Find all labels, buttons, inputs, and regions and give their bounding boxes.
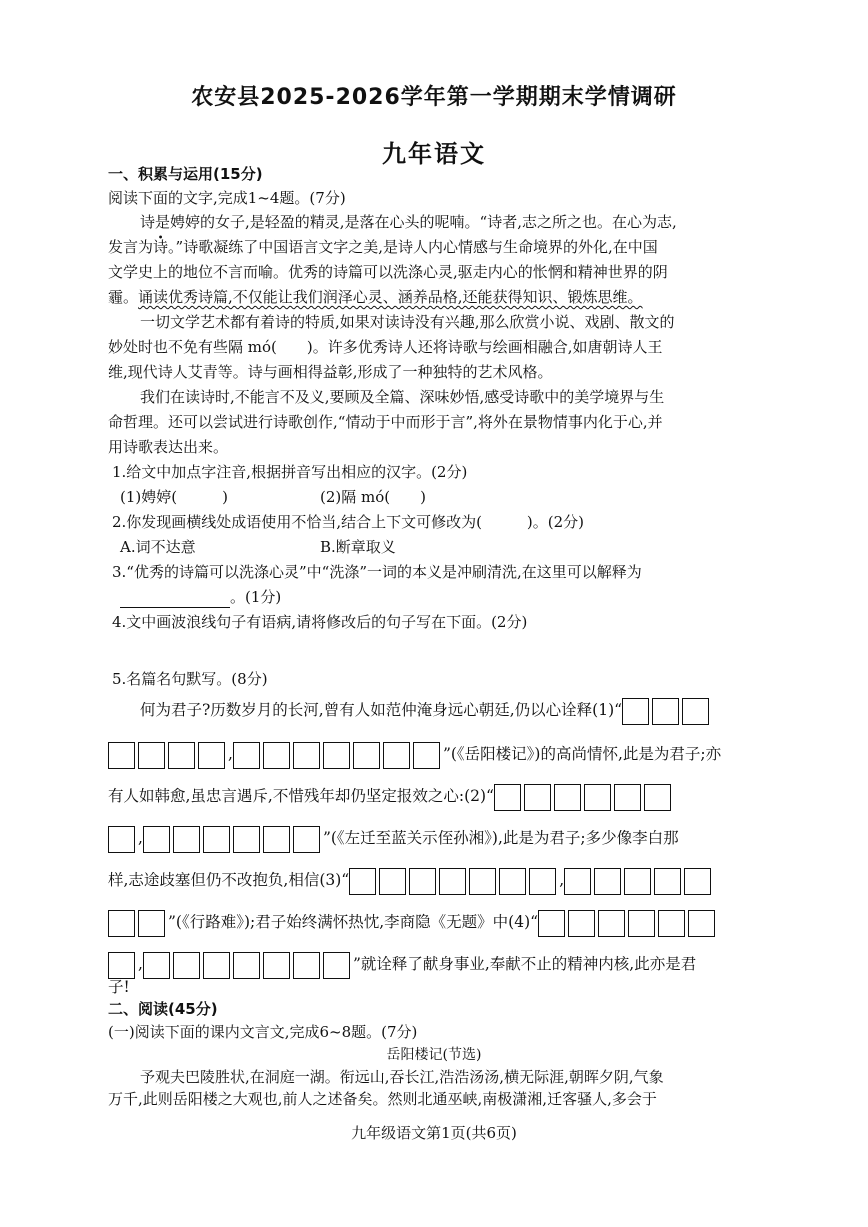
q5-line-1	[140, 690, 800, 730]
answer-box[interactable]	[584, 784, 611, 811]
answer-box[interactable]	[198, 742, 225, 769]
answer-box[interactable]	[173, 952, 200, 979]
answer-box[interactable]	[233, 952, 260, 979]
passage-line: 命哲理。还可以尝试进行诗歌创作,“情动于中而形于言”,将外在景物情事内化于心,并	[108, 413, 663, 431]
answer-box-group	[622, 701, 712, 719]
text-span: 。(1分)	[230, 588, 282, 606]
passage-line: 万千,此则岳阳楼之大观也,前人之述备矣。然则北通巫峡,南极潇湘,迁客骚人,多会于	[108, 1090, 657, 1108]
section-heading-1: 一、积累与运用(15分)	[108, 165, 263, 183]
comma: ,	[228, 745, 233, 763]
text-span: 何为君子?历数岁月的长河,曾有人如范仲淹身远心朝廷,仍以心诠释(1)“	[140, 701, 623, 719]
answer-blank[interactable]	[120, 591, 230, 608]
passage-line: 诗是娉婷的女子,是轻盈的精灵,是落在心头的呢喃。“诗者,志之所之也。在心为志,	[140, 213, 677, 231]
passage-line: 用诗歌表达出来。	[108, 438, 229, 456]
q2-option-a[interactable]: A.词不达意	[120, 538, 196, 556]
answer-box-group	[143, 829, 323, 847]
answer-box[interactable]	[233, 826, 260, 853]
section-heading-2: 二、阅读(45分)	[108, 1000, 218, 1018]
answer-box[interactable]	[598, 910, 625, 937]
q2-option-b[interactable]: B.断章取义	[320, 538, 396, 556]
q5-line-3	[108, 776, 768, 816]
answer-box[interactable]	[439, 868, 466, 895]
question-5: 5.名篇名句默写。(8分)	[112, 670, 268, 688]
answer-box[interactable]	[108, 826, 135, 853]
exam-title: 农安县2025-2026学年第一学期期末学情调研	[191, 85, 677, 110]
answer-box[interactable]	[688, 910, 715, 937]
answer-box[interactable]	[409, 868, 436, 895]
passage-line	[108, 236, 768, 258]
answer-box[interactable]	[594, 868, 621, 895]
answer-box-group	[494, 787, 674, 805]
answer-box[interactable]	[168, 742, 195, 769]
answer-box[interactable]	[108, 952, 135, 979]
answer-box-group	[143, 955, 353, 973]
question-3-answer	[120, 586, 780, 608]
passage-line: 文学史上的地位不言而喻。优秀的诗篇可以洗涤心灵,驱走内心的怅惘和精神世界的阴	[108, 263, 668, 281]
text-span: ”(《行路难》);君子始终满怀热忱,李商隐《无题》中(4)“	[168, 913, 539, 931]
answer-box-group	[349, 871, 559, 889]
dotted-char: 诗	[153, 238, 169, 256]
text-span: 有人如韩愈,虽忠言遇斥,不惜残年却仍坚定报效之心:(2)“	[108, 787, 494, 805]
text-span: 发言为	[108, 238, 154, 256]
answer-box[interactable]	[494, 784, 521, 811]
answer-box[interactable]	[524, 784, 551, 811]
answer-box[interactable]	[138, 910, 165, 937]
answer-box[interactable]	[143, 952, 170, 979]
reading-intro: 阅读下面的文字,完成1~4题。(7分)	[108, 189, 346, 207]
answer-box[interactable]	[203, 826, 230, 853]
answer-box[interactable]	[614, 784, 641, 811]
answer-box[interactable]	[293, 826, 320, 853]
answer-box[interactable]	[499, 868, 526, 895]
answer-box[interactable]	[293, 952, 320, 979]
answer-box[interactable]	[138, 742, 165, 769]
answer-box[interactable]	[628, 910, 655, 937]
answer-box[interactable]	[684, 868, 711, 895]
q5-line-5	[108, 860, 768, 900]
passage-line	[108, 286, 768, 308]
answer-box[interactable]	[538, 910, 565, 937]
question-2-options	[120, 536, 780, 558]
q5-line-4	[108, 818, 768, 858]
answer-box[interactable]	[263, 742, 290, 769]
passage-line: 妙处时也不免有些隔 mó( )。许多优秀诗人还将诗歌与绘画相融合,如唐朝诗人王	[108, 338, 663, 356]
answer-box[interactable]	[564, 868, 591, 895]
question-2: 2.你发现画横线处成语使用不恰当,结合上下文可修改为( )。(2分)	[112, 513, 585, 531]
answer-box[interactable]	[173, 826, 200, 853]
answer-box[interactable]	[263, 952, 290, 979]
answer-box[interactable]	[644, 784, 671, 811]
answer-box[interactable]	[682, 698, 709, 725]
answer-box[interactable]	[568, 910, 595, 937]
answer-box[interactable]	[203, 952, 230, 979]
answer-box[interactable]	[383, 742, 410, 769]
answer-box[interactable]	[529, 868, 556, 895]
answer-box-group	[108, 829, 138, 847]
question-1: 1.给文中加点字注音,根据拼音写出相应的汉字。(2分)	[112, 463, 468, 481]
answer-box-group	[108, 955, 138, 973]
passage-line: 予观夫巴陵胜状,在洞庭一湖。衔远山,吞长江,浩浩汤汤,横无际涯,朝晖夕阴,气象	[140, 1068, 664, 1086]
passage-line: 一切文学艺术都有着诗的特质,如果对读诗没有兴趣,那么欣赏小说、戏剧、散文的	[140, 313, 675, 331]
answer-box[interactable]	[323, 742, 350, 769]
text-span: ”就诠释了献身事业,奉献不止的精神内核,此亦是君	[352, 955, 697, 973]
reading-intro-2: (一)阅读下面的课内文言文,完成6~8题。(7分)	[108, 1023, 418, 1041]
answer-box[interactable]	[353, 742, 380, 769]
q1-item-a[interactable]: (1)娉婷( )	[120, 488, 228, 506]
answer-box[interactable]	[658, 910, 685, 937]
page-footer: 九年级语文第1页(共6页)	[351, 1124, 517, 1142]
answer-box-group	[108, 913, 168, 931]
passage-title: 岳阳楼记(节选)	[386, 1047, 482, 1063]
wavy-underlined-sentence: 诵读优秀诗篇,不仅能让我们润泽心灵、涵养品格,还能获得知识、锻炼思维。	[138, 288, 643, 306]
answer-box[interactable]	[263, 826, 290, 853]
answer-box-group	[564, 871, 714, 889]
answer-box[interactable]	[293, 742, 320, 769]
question-3: 3.“优秀的诗篇可以洗涤心灵”中“洗涤”一词的本义是冲刷清洗,在这里可以解释为	[112, 563, 642, 581]
passage-line: 维,现代诗人艾青等。诗与画相得益彰,形成了一种独特的艺术风格。	[108, 363, 553, 381]
answer-box[interactable]	[413, 742, 440, 769]
question-4: 4.文中画波浪线句子有语病,请将修改后的句子写在下面。(2分)	[112, 613, 528, 631]
exam-subject: 九年语文	[382, 140, 486, 168]
answer-box[interactable]	[654, 868, 681, 895]
answer-box[interactable]	[233, 742, 260, 769]
text-span: ”(《左迁至蓝关示侄孙湘》),此是为君子;多少像李白那	[322, 829, 679, 847]
passage-line: 我们在读诗时,不能言不及义,要顾及全篇、深味妙悟,感受诗歌中的美学境界与生	[140, 388, 665, 406]
text-span: 样,志途歧塞但仍不改抱负,相信(3)“	[108, 871, 350, 889]
text-span: 霾。	[108, 288, 139, 306]
answer-box[interactable]	[379, 868, 406, 895]
text-span: 。”诗歌凝练了中国语言文字之美,是诗人内心情感与生命境界的外化,在中国	[168, 238, 658, 256]
answer-box[interactable]	[624, 868, 651, 895]
comma: ,	[559, 871, 565, 889]
q1-item-b[interactable]: (2)隔 mó( )	[320, 488, 426, 506]
answer-box[interactable]	[143, 826, 170, 853]
answer-box[interactable]	[652, 698, 679, 725]
q5-line-8: 子!	[108, 978, 130, 996]
answer-box-group	[233, 745, 443, 763]
answer-box[interactable]	[108, 742, 135, 769]
comma: ,	[138, 829, 143, 847]
answer-box[interactable]	[554, 784, 581, 811]
answer-box[interactable]	[349, 868, 376, 895]
answer-box[interactable]	[108, 910, 135, 937]
comma: ,	[138, 955, 143, 973]
answer-box-group	[538, 913, 718, 931]
q5-line-2	[108, 734, 768, 774]
text-span: ”(《岳阳楼记》)的高尚情怀,此是为君子;亦	[442, 745, 722, 763]
answer-box[interactable]	[469, 868, 496, 895]
answer-box[interactable]	[323, 952, 350, 979]
q5-line-6	[108, 902, 768, 942]
question-1-items	[120, 486, 780, 508]
answer-box-group	[108, 745, 228, 763]
answer-box[interactable]	[622, 698, 649, 725]
